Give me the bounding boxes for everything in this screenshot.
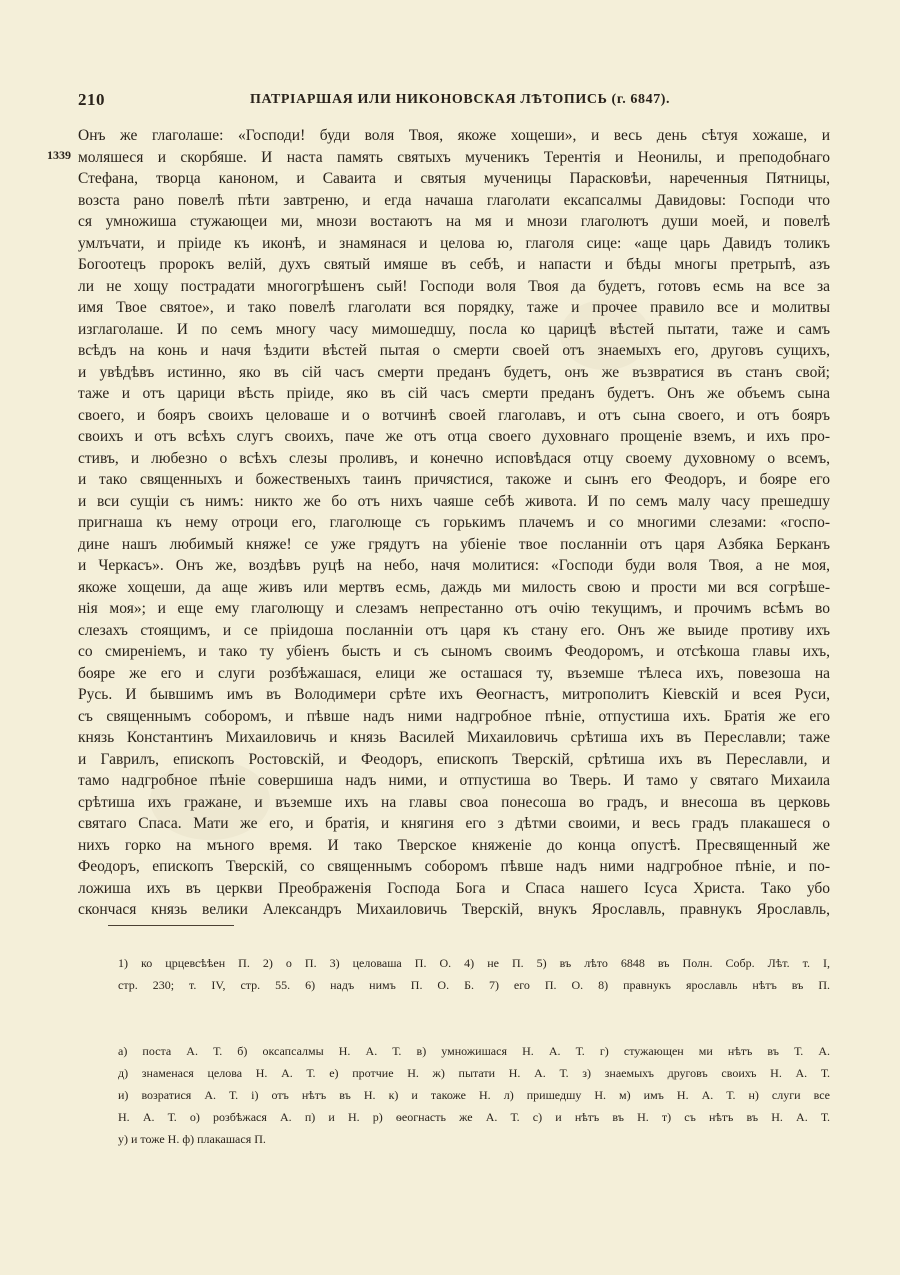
text-line: срѣтиша ихъ гражане, и въземше ихъ на главы своа понесоша во градъ, и внесоша въ церковь [78,793,830,811]
variant-line: а) поста А. Т. б) оксапсалмы Н. А. Т. в) умножишася Н. А. Т. г) стужающен ми нѣтъ въ Т. А. [118,1044,830,1058]
text-line: стивъ, и любезно о всѣхъ слезы проливъ, и конечно исповѣдася отцу своему духовному о всемъ, [78,449,830,467]
text-line: и Гаврилъ, епископъ Ростовскій, и Феодоръ, епископъ Тверскій, срѣтиша ихъ въ Переславли, и [78,750,830,768]
text-line: и увѣдѣвъ истинно, яко въ сій часъ смерти преданъ будетъ, онъ же възвратися въ станъ свой; [78,363,830,381]
text-line: ся умножиша стужающеи ми, мнози востаютъ на мя и мнози глаголютъ души моей, и повелѣ [78,213,830,230]
numbered-footnotes [118,952,830,996]
text-line: пригнаша къ нему отроци его, глаголюще съ горькимъ плачемъ и со многими слезами: «госпо- [78,514,830,531]
footnote-divider [108,925,234,926]
text-line: имя Твое святое», и тако повелѣ глаголати вся порядку, таже и прочее правило все и молитвы [78,299,830,316]
chronicle-text [78,125,830,921]
variant-line: и) возратися А. Т. і) отъ нѣтъ въ Н. к) и такоже Н. л) пришедшу Н. м) имъ Н. А. Т. н) слуги все [118,1088,830,1102]
text-line: нія моя»; и еще ему глаголющу и слезамъ непрестанно отъ очію текущимъ, и прочимъ всѣмъ во [78,600,830,617]
text-line: моляшеся и скорбяше. И наста память святыхъ мученикъ Терентія и Неонилы, и преподобнаго [78,148,830,166]
text-line: Русь. И бывшимъ имъ въ Володимери срѣте ихъ Ѳеогнастъ, митрополитъ Кіевскій и всея Руси, [78,686,830,703]
text-line: умлъчати, и пріиде къ иконѣ, и знамянася и целова ю, глаголя сице: «аще царь Давидъ толикъ [78,234,830,252]
text-line: скончася князь велики Александръ Михаиловичь Тверскій, внукъ Ярославль, правнукъ Ярославль, [78,901,830,918]
variant-line: д) знаменася целова Н. А. Т. е) протчие Н. ж) пытати Н. А. Т. з) знаемыхъ друговъ своихъ Н. А. Т. [118,1066,830,1080]
text-line: якоже хощеши, да аще живъ или мертвъ есмь, даждь ми милость свою и прости ми вся согрѣше- [78,578,830,596]
text-line: ли не хощу пострадати многогрѣшенъ сый! Господи воля Твоя да будетъ, готовъ есмь на все за [78,277,830,295]
text-line: святаго Спаса. Мати же его, и братія, и княгиня его з дѣтми своими, и весь градъ плакашеся о [78,815,830,832]
variant-line: у) и тоже Н. ф) плакашася П. [118,1132,266,1146]
text-line: съ священнымъ соборомъ, и пѣвше надъ ними надгробное пѣніе, отпустиша ихъ. Братія же его [78,707,830,725]
lettered-variant-notes [118,1040,830,1150]
text-line: изглаголаше. И по семъ многу часу мимошедшу, посла ко царицѣ вѣстей пытати, таже и самъ [78,320,830,338]
text-line: нихъ горко на мъного время. И тако Тверское княженіе до конца опустѣ. Пресвященный же [78,836,830,854]
text-line: и тако священныхъ и божественыхъ таинъ причястися, такоже и сынъ его Феодоръ, и бояре его [78,471,830,488]
text-line: дине нашъ любимый княже! се уже грядутъ на убіеніе твое посланніи отъ царя Азбяка Берканъ [78,535,830,553]
text-line: возста рано повелѣ пѣти завтреню, и егда начаша глаголати ексапсалмы Давидовы: Господи что [78,191,830,209]
text-line: бояре же его и слуги розбѣжашася, елици же осташася ту, въземше тѣлеса ихъ, повезоша на [78,664,830,682]
text-line: князь Константинъ Михаиловичь и князь Василей Михаиловичь срѣтиша ихъ въ Переславли; таже [78,729,830,746]
text-line: Стефана, творца каноном, и Саваита и святыя мученицы Парасковѣи, нареченныя Пятницы, [78,170,830,187]
text-line: и вси сущіи съ нимъ: никто же бо отъ нихъ чаяше себѣ живота. И по семъ малу часу прешедшу [78,492,830,510]
text-line: ложиша ихъ въ церкви Преображенія Господа Бога и Спаса нашего Ісуса Христа. Тако убо [78,879,830,897]
footnote-line: стр. 230; т. IV, стр. 55. 6) надъ нимъ П. О. Б. 7) его П. О. 8) правнукъ ярославль нѣтъ въ П. [118,978,830,992]
page-number: 210 [78,90,105,109]
variant-line: Н. А. Т. о) розбѣжася А. п) и Н. р) ѳеогнасть же А. Т. с) и нѣтъ въ Н. т) съ нѣтъ въ Н. А. Т. [118,1110,830,1124]
text-line: своего, и бояръ своихъ целоваше и о вотчинѣ своей глаголавъ, и отъ сына своего, и отъ бояръ [78,406,830,424]
text-line: со смиреніемъ, и тако ту убіенъ бысть и съ сыномъ своимъ Феодоромъ, и отсѣкоша главы ихъ, [78,643,830,660]
text-line: Богоотецъ пророкъ велій, духъ святый имяше въ себѣ, и напасти и бѣды многы претрьпѣ, азъ [78,256,830,273]
text-line: и Черкасъ». Онъ же, воздѣвъ руцѣ на небо, начя молитися: «Господи буди воля Твоя, а не моя, [78,557,830,574]
footnote-line: 1) ко црцевсѣѣен П. 2) о П. 3) целоваша П. О. 4) не П. 5) въ лѣто 6848 въ Полн. Собр. Лѣт. т. I, [118,956,830,970]
running-title: ПАТРІАРШАЯ ИЛИ НИКОНОВСКАЯ ЛѢТОПИСЬ (г. 6847). [250,92,671,107]
text-line: слезахъ стоящимъ, и се пріидоша посланніи отъ царя къ стану его. Онъ же выиде противу ихъ [78,621,830,639]
text-line: таже и отъ царици вѣсть пріиде, яко въ сій часъ смерти преданъ будетъ. Онъ же объемъ сына [78,385,830,402]
text-line: Онъ же глаголаше: «Господи! буди воля Твоя, якоже хощеши», и весь день сѣтуя хожаше, и [78,127,830,144]
text-line: тамо надгробное пѣніе совершиша надъ ними, и отпустиша во Тверь. И тамо у святаго Михаила [78,772,830,789]
margin-year: 1339 [47,148,71,162]
text-line: своихъ и отъ всѣхъ слугъ своихъ, паче же отъ отца своего духовнаго прощеніе вземъ, и ихъ про- [78,428,830,445]
text-line: Феодоръ, епископъ Тверскій, со священнымъ соборомъ пѣвше надъ ними надгробное пѣніе, и по- [78,858,830,875]
text-line: всѣдъ на конь и начя ѣздити вѣстей пытая о смерти своей отъ знаемыхъ его, друговъ сущихъ, [78,342,830,359]
